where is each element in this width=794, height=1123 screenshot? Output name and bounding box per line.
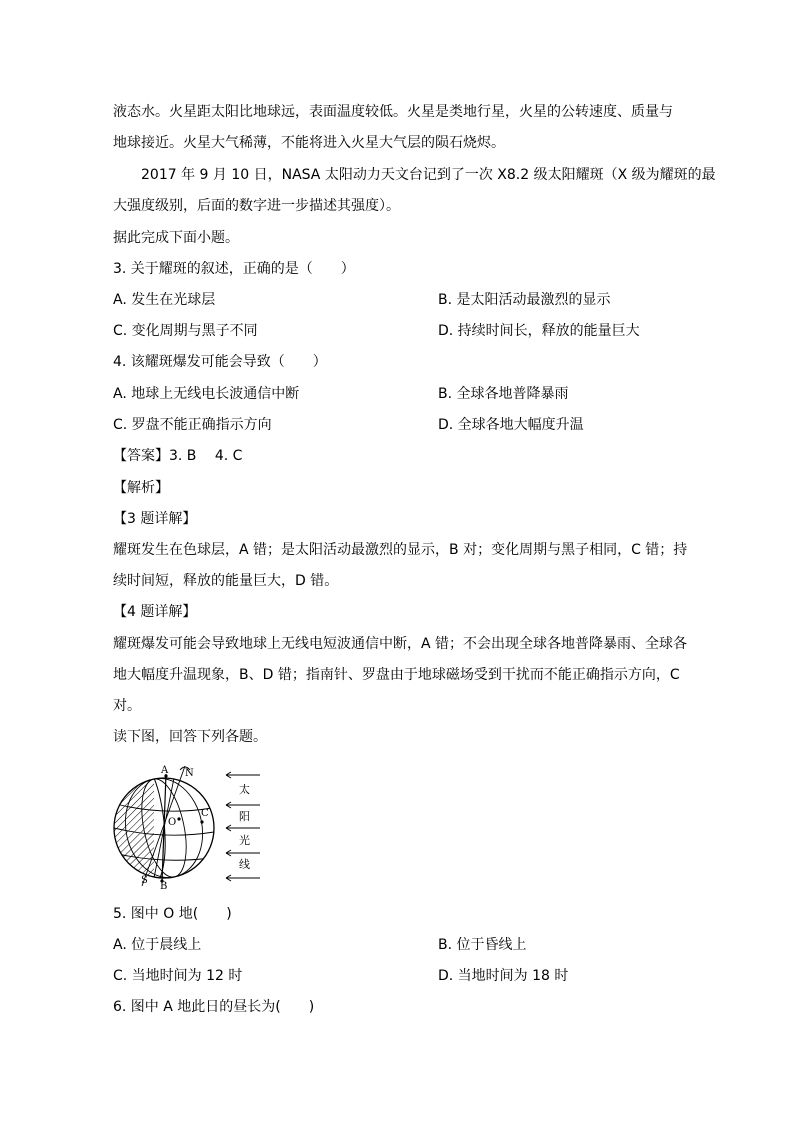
label-o: O <box>168 817 177 828</box>
globe-sunlight-diagram <box>112 762 272 890</box>
question-4-stem: 4. 该耀斑爆发可能会导致（ ） <box>113 354 327 370</box>
question-3-stem: 3. 关于耀斑的叙述，正确的是（ ） <box>113 261 355 277</box>
sunlight-label-2: 阳 <box>239 810 250 823</box>
question-6-stem: 6. 图中 A 地此日的昼长为( ) <box>113 999 315 1015</box>
question-3-option-b: B. 是太阳活动最激烈的显示 <box>438 292 611 308</box>
label-n: N <box>185 768 194 779</box>
question-4-option-a: A. 地球上无线电长波通信中断 <box>113 386 300 402</box>
point-o <box>177 817 180 820</box>
answer-line: 【答案】3. B 4. C <box>113 448 243 464</box>
q4-explanation-line-3: 对。 <box>113 698 141 714</box>
label-a: A <box>161 765 169 776</box>
question-5-stem: 5. 图中 O 地( ) <box>113 906 232 922</box>
q3-explanation-line-1: 耀斑发生在色球层，A 错；是太阳活动最激烈的显示，B 对；变化周期与黑子相同，C 错；持 <box>113 542 688 558</box>
q4-explanation-line-2: 地大幅度升温现象，B、D 错；指南针、罗盘由于地球磁场受到干扰而不能正确指示方向，C <box>113 667 680 683</box>
question-3-option-a: A. 发生在光球层 <box>113 292 216 308</box>
q3-explanation-line-2: 续时间短，释放的能量巨大，D 错。 <box>113 573 339 589</box>
question-4-option-b: B. 全球各地普降暴雨 <box>438 386 569 402</box>
q4-explanation-line-1: 耀斑爆发可能会导致地球上无线电短波通信中断，A 错；不会出现全球各地普降暴雨、全球各 <box>113 636 688 652</box>
question-3-option-c: C. 变化周期与黑子不同 <box>113 323 258 339</box>
intro-line-1: 液态水。火星距太阳比地球远，表面温度较低。火星是类地行星，火星的公转速度、质量与 <box>113 104 673 120</box>
question-3-option-d: D. 持续时间长，释放的能量巨大 <box>438 323 640 339</box>
q3-explanation-heading: 【3 题详解】 <box>113 511 197 527</box>
label-b: B <box>160 881 168 890</box>
question-4-option-d: D. 全球各地大幅度升温 <box>438 417 584 433</box>
figure-intro: 读下图，回答下列各题。 <box>113 729 267 745</box>
sunlight-label-1: 太 <box>239 783 250 796</box>
passage-line-2: 大强度级别，后面的数字进一步描述其强度）。 <box>113 198 400 214</box>
question-5-option-d: D. 当地时间为 18 时 <box>438 968 569 984</box>
intro-line-2: 地球接近。火星大气稀薄，不能将进入火星大气层的陨石烧烬。 <box>113 135 505 151</box>
sunlight-label-4: 线 <box>239 858 250 871</box>
question-5-option-a: A. 位于晨线上 <box>113 937 202 953</box>
question-4-option-c: C. 罗盘不能正确指示方向 <box>113 417 272 433</box>
label-c: C <box>201 808 209 819</box>
question-5-option-b: B. 位于昏线上 <box>438 937 527 953</box>
label-s: S <box>141 875 148 886</box>
point-c <box>200 820 203 823</box>
passage-line-1: 2017 年 9 月 10 日，NASA 太阳动力天文台记到了一次 X8.2 级太阳耀斑（X 级为耀斑的最 <box>141 167 716 183</box>
q4-explanation-heading: 【4 题详解】 <box>113 604 197 620</box>
analysis-heading: 【解析】 <box>113 480 169 496</box>
sunlight-label-3: 光 <box>239 834 250 847</box>
passage-instruction: 据此完成下面小题。 <box>113 230 239 246</box>
question-5-option-c: C. 当地时间为 12 时 <box>113 968 243 984</box>
